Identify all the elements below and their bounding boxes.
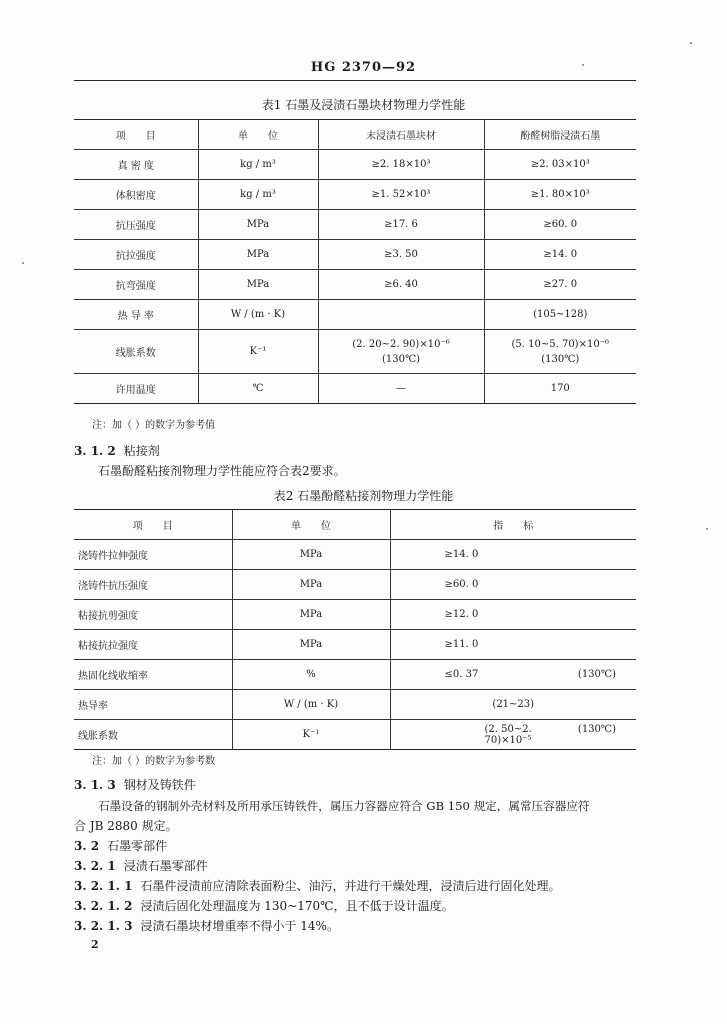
raw-condition: (130℃) — [381, 353, 421, 365]
table-row — [74, 630, 636, 660]
section-text: 浸渍石墨块材增重率不得小于 14%。 — [140, 919, 339, 933]
section-title: 钢材及铸铁件 — [123, 778, 196, 792]
row-impregnated-value: ≥2. 03×10³ — [484, 150, 636, 180]
table-row — [74, 210, 636, 240]
section-3-2-heading — [74, 837, 167, 854]
row-item: 真 密 度 — [74, 150, 198, 180]
section-3-1-3-line1: 石墨设备的钢制外壳材料及所用承压铸铁件，属压力容器应符合 GB 150 规定，属常压容器应符 — [98, 799, 590, 813]
row-item: 浇铸件抗压强度 — [74, 570, 232, 600]
section-number: 3. 2. 1. 1 — [74, 879, 133, 893]
table1-header-unit: 单 位 — [198, 120, 318, 150]
section-number: 3. 2. 1. 3 — [74, 919, 133, 933]
value-text: ≥14. 0 — [444, 549, 479, 560]
row-unit: kg / m³ — [198, 150, 318, 180]
section-3-2-1-heading — [74, 857, 208, 874]
row-item: 抗拉强度 — [74, 240, 198, 270]
impregnated-condition: (130℃) — [541, 353, 580, 365]
row-raw-value: ≥3. 50 — [318, 240, 484, 270]
section-3-1-2-heading — [74, 442, 160, 459]
section-number: 3. 2. 1 — [74, 859, 116, 873]
row-item: 抗弯强度 — [74, 270, 198, 300]
row-unit: ℃ — [198, 374, 318, 404]
row-value — [390, 540, 636, 570]
section-3-1-3-heading — [74, 776, 196, 793]
row-value — [390, 630, 636, 660]
row-value — [390, 660, 636, 690]
row-unit: kg / m³ — [198, 180, 318, 210]
page-number: 2 — [91, 938, 99, 951]
table2-header-value: 指 标 — [390, 510, 636, 540]
section-number: 3. 2. 1. 2 — [74, 899, 133, 913]
row-unit: MPa — [232, 570, 390, 600]
row-item: 热导率 — [74, 690, 232, 720]
row-impregnated-value: ≥1. 80×10³ — [484, 180, 636, 210]
value-text: ≤0. 37 — [444, 669, 479, 680]
table-row — [74, 600, 636, 630]
section-number: 3. 2 — [74, 839, 100, 853]
value-text: ≥12. 0 — [444, 609, 479, 620]
row-item: 许用温度 — [74, 374, 198, 404]
row-item: 粘接抗拉强度 — [74, 630, 232, 660]
section-3-1-3-line2: 合 JB 2880 规定。 — [74, 819, 178, 833]
row-value — [390, 720, 636, 750]
row-unit: MPa — [198, 240, 318, 270]
row-item: 浇铸件拉伸强度 — [74, 540, 232, 570]
table-row — [74, 570, 636, 600]
row-item: 热固化线收缩率 — [74, 660, 232, 690]
row-impregnated-value: ≥60. 0 — [484, 210, 636, 240]
row-unit: W / (m · K) — [232, 690, 390, 720]
row-value — [390, 570, 636, 600]
row-raw-value: ≥6. 40 — [318, 270, 484, 300]
row-raw-value: ≥2. 18×10³ — [318, 150, 484, 180]
row-impregnated-value: ≥27. 0 — [484, 270, 636, 300]
section-number: 3. 1. 3 — [74, 778, 116, 792]
table1-header-impregnated: 酚醛树脂浸渍石墨 — [484, 120, 636, 150]
scan-speck — [22, 262, 24, 264]
value-condition: (130℃) — [577, 723, 616, 735]
header-rule — [74, 80, 636, 81]
scan-speck — [690, 42, 692, 44]
table-row — [74, 300, 636, 330]
table2-caption: 表2 石墨酚醛粘接剂物理力学性能 — [273, 489, 454, 503]
table-row — [74, 330, 636, 374]
row-item: 热 导 率 — [74, 300, 198, 330]
row-unit: MPa — [198, 210, 318, 240]
table-row — [74, 150, 636, 180]
table-row — [74, 540, 636, 570]
table1-caption: 表1 石墨及浸渍石墨块材物理力学性能 — [261, 98, 466, 112]
value-text: ≥11. 0 — [444, 639, 479, 650]
table2-header-unit: 单 位 — [232, 510, 390, 540]
row-impregnated-value — [484, 330, 636, 374]
row-item: 线胀系数 — [74, 720, 232, 750]
table-row — [74, 374, 636, 404]
value-text: (2. 50~2. 70)×10⁻⁵ — [484, 723, 532, 746]
value-text: ≥60. 0 — [444, 579, 479, 590]
row-item: 粘接抗剪强度 — [74, 600, 232, 630]
row-unit: % — [232, 660, 390, 690]
table1-note: 注：加（ ）的数字为参考值 — [92, 420, 216, 431]
table-row — [74, 720, 636, 750]
section-text: 石墨件浸渍前应清除表面粉尘、油污，并进行干燥处理，浸渍后进行固化处理。 — [140, 879, 561, 893]
table-row — [74, 240, 636, 270]
row-item: 线胀系数 — [74, 330, 198, 374]
section-title: 浸渍石墨零部件 — [123, 859, 208, 873]
table2-header-item: 项 目 — [74, 510, 232, 540]
row-value — [390, 600, 636, 630]
row-impregnated-value: (105~128) — [484, 300, 636, 330]
row-unit: MPa — [198, 270, 318, 300]
table2 — [74, 509, 636, 750]
scan-speck — [582, 64, 584, 66]
table-row — [74, 270, 636, 300]
section-number: 3. 1. 2 — [74, 444, 116, 458]
row-unit: W / (m · K) — [198, 300, 318, 330]
row-unit: K⁻¹ — [232, 720, 390, 750]
row-impregnated-value: ≥14. 0 — [484, 240, 636, 270]
table1-header-row — [74, 120, 636, 150]
section-text: 浸渍后固化处理温度为 130~170℃，且不低于设计温度。 — [140, 899, 454, 913]
document-header: HG 2370—92 — [310, 60, 417, 75]
row-unit: MPa — [232, 600, 390, 630]
section-3-2-1-1 — [74, 877, 560, 894]
row-item: 体积密度 — [74, 180, 198, 210]
table1-header-raw: 未浸渍石墨块材 — [318, 120, 484, 150]
row-raw-value — [318, 300, 484, 330]
row-item: 抗压强度 — [74, 210, 198, 240]
scan-speck — [706, 528, 708, 530]
table-row — [74, 690, 636, 720]
section-3-2-1-2 — [74, 897, 454, 914]
row-impregnated-value: 170 — [484, 374, 636, 404]
impregnated-range: (5. 10~5. 70)×10⁻⁶ — [511, 338, 609, 350]
table-row — [74, 180, 636, 210]
row-unit: MPa — [232, 540, 390, 570]
row-raw-value: — — [318, 374, 484, 404]
section-title: 粘接剂 — [123, 444, 160, 458]
section-3-1-2-body: 石墨酚醛粘接剂物理力学性能应符合表2要求。 — [98, 464, 346, 478]
raw-range: (2. 20~2. 90)×10⁻⁶ — [352, 338, 450, 350]
row-unit: K⁻¹ — [198, 330, 318, 374]
row-value: (21~23) — [390, 690, 636, 720]
section-title: 石墨零部件 — [107, 839, 168, 853]
row-raw-value — [318, 330, 484, 374]
table1-header-item: 项 目 — [74, 120, 198, 150]
table2-header-row — [74, 510, 636, 540]
row-unit: MPa — [232, 630, 390, 660]
row-raw-value: ≥17. 6 — [318, 210, 484, 240]
row-raw-value: ≥1. 52×10³ — [318, 180, 484, 210]
table1 — [74, 119, 636, 404]
value-condition: (130℃) — [577, 669, 616, 680]
table-row — [74, 660, 636, 690]
section-3-2-1-3 — [74, 917, 339, 934]
table2-note: 注：加（ ）的数字为参考数 — [92, 756, 216, 767]
